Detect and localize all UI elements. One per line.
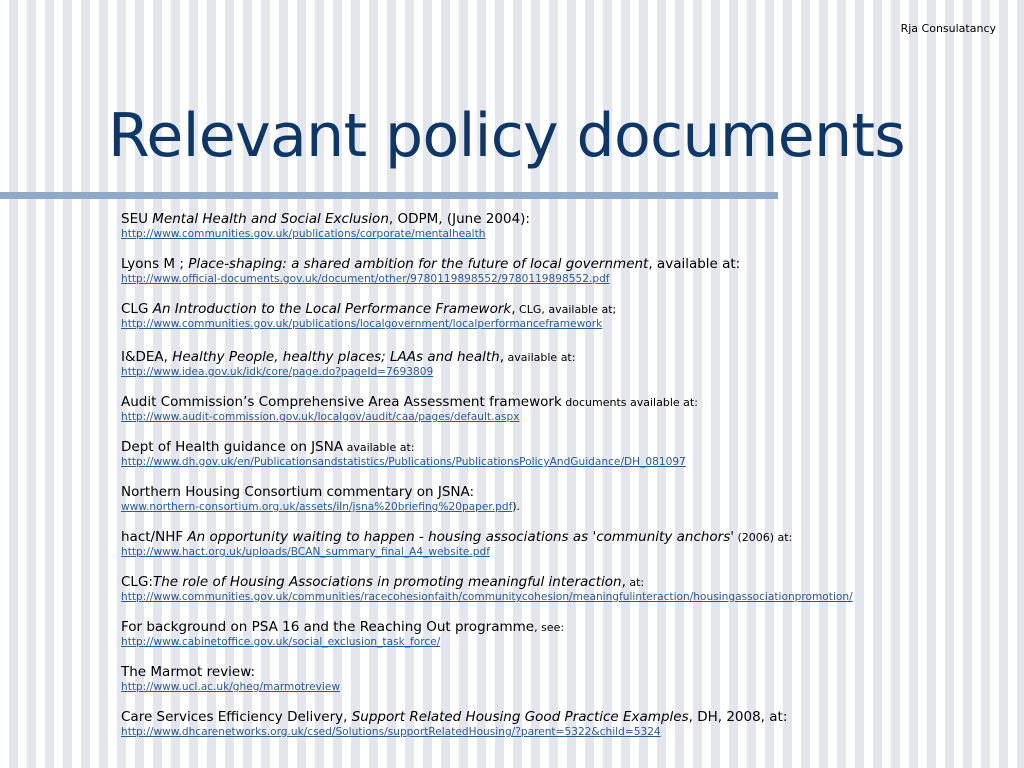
reference-item: hact/NHF An opportunity waiting to happen - housing associations as 'community anchors' (2006) at: http://www.hact.org.uk/uploads/BCAN_summary_final_A4_website.pdf xyxy=(121,529,866,559)
reference-link[interactable]: www.northern-consortium.org.uk/assets/iln/jsna%20briefing%20paper.pdf xyxy=(121,501,513,513)
reference-link[interactable]: http://www.dhcarenetworks.org.uk/csed/Solutions/supportRelatedHousing/?parent=5322&child=5324 xyxy=(121,726,661,738)
reference-link[interactable]: http://www.cabinetoffice.gov.uk/social_exclusion_task_force/ xyxy=(121,636,441,648)
reference-link[interactable]: http://www.hact.org.uk/uploads/BCAN_summary_final_A4_website.pdf xyxy=(121,546,490,558)
reference-item: Lyons M ; Place-shaping: a shared ambition for the future of local government, available at: http://www.official-documents.gov.uk/document/other/9780119898552/9780119898552.pdf xyxy=(121,256,866,286)
reference-item: CLG An Introduction to the Local Performance Framework, CLG, available at; http://www.communities.gov.uk/publications/localgovernment/localperformanceframework xyxy=(121,301,866,331)
reference-item: SEU Mental Health and Social Exclusion, ODPM, (June 2004): http://www.communities.gov.uk/publications/corporate/mentalhealth xyxy=(121,211,866,241)
reference-link[interactable]: http://www.ucl.ac.uk/gheg/marmotreview xyxy=(121,681,341,693)
reference-item: CLG:The role of Housing Associations in promoting meaningful interaction, at: http://www.communities.gov.uk/communities/racecohesionfaith/communitycohesion/meaningfulinteraction/housingassociationpromotion/ xyxy=(121,574,866,604)
reference-link[interactable]: http://www.idea.gov.uk/idk/core/page.do?pageId=7693809 xyxy=(121,366,434,378)
reference-item: Audit Commission’s Comprehensive Area Assessment framework documents available at: http://www.audit-commission.gov.uk/localgov/audit/caa/pages/default.aspx xyxy=(121,394,866,424)
reference-link[interactable]: http://www.communities.gov.uk/publications/localgovernment/localperformanceframework xyxy=(121,318,603,330)
page-title: Relevant policy documents xyxy=(108,101,906,171)
reference-item: For background on PSA 16 and the Reaching Out programme, see: http://www.cabinetoffice.gov.uk/social_exclusion_task_force/ xyxy=(121,619,866,649)
title-divider xyxy=(0,192,778,199)
reference-link[interactable]: http://www.official-documents.gov.uk/document/other/9780119898552/9780119898552.pdf xyxy=(121,273,610,285)
reference-list xyxy=(121,211,866,739)
reference-item: Dept of Health guidance on JSNA available at: http://www.dh.gov.uk/en/Publicationsandstatistics/Publications/PublicationsPolicyAndGuidance/DH_081097 xyxy=(121,439,866,469)
reference-link[interactable]: http://www.audit-commission.gov.uk/localgov/audit/caa/pages/default.aspx xyxy=(121,411,520,423)
reference-link[interactable]: http://www.communities.gov.uk/communities/racecohesionfaith/communitycohesion/meaningfulinteraction/housingassociationpromotion/ xyxy=(121,591,853,603)
reference-item: I&DEA, Healthy People, healthy places; LAAs and health, available at: http://www.idea.gov.uk/idk/core/page.do?pageId=7693809 xyxy=(121,349,866,379)
reference-item: Northern Housing Consortium commentary on JSNA: www.northern-consortium.org.uk/assets/iln/jsna%20briefing%20paper.pdf). xyxy=(121,484,520,513)
corner-label: Rja Consulatancy xyxy=(900,22,996,35)
reference-link[interactable]: http://www.communities.gov.uk/publications/corporate/mentalhealth xyxy=(121,228,486,240)
reference-item: Care Services Efficiency Delivery, Support Related Housing Good Practice Examples, DH, 2008, at: http://www.dhcarenetworks.org.uk/csed/Solutions/supportRelatedHousing/?parent=5322&child=5324 xyxy=(121,709,866,739)
reference-link[interactable]: http://www.dh.gov.uk/en/Publicationsandstatistics/Publications/PublicationsPolicyAndGuidance/DH_081097 xyxy=(121,456,686,468)
reference-item: The Marmot review: http://www.ucl.ac.uk/gheg/marmotreview xyxy=(121,664,866,694)
